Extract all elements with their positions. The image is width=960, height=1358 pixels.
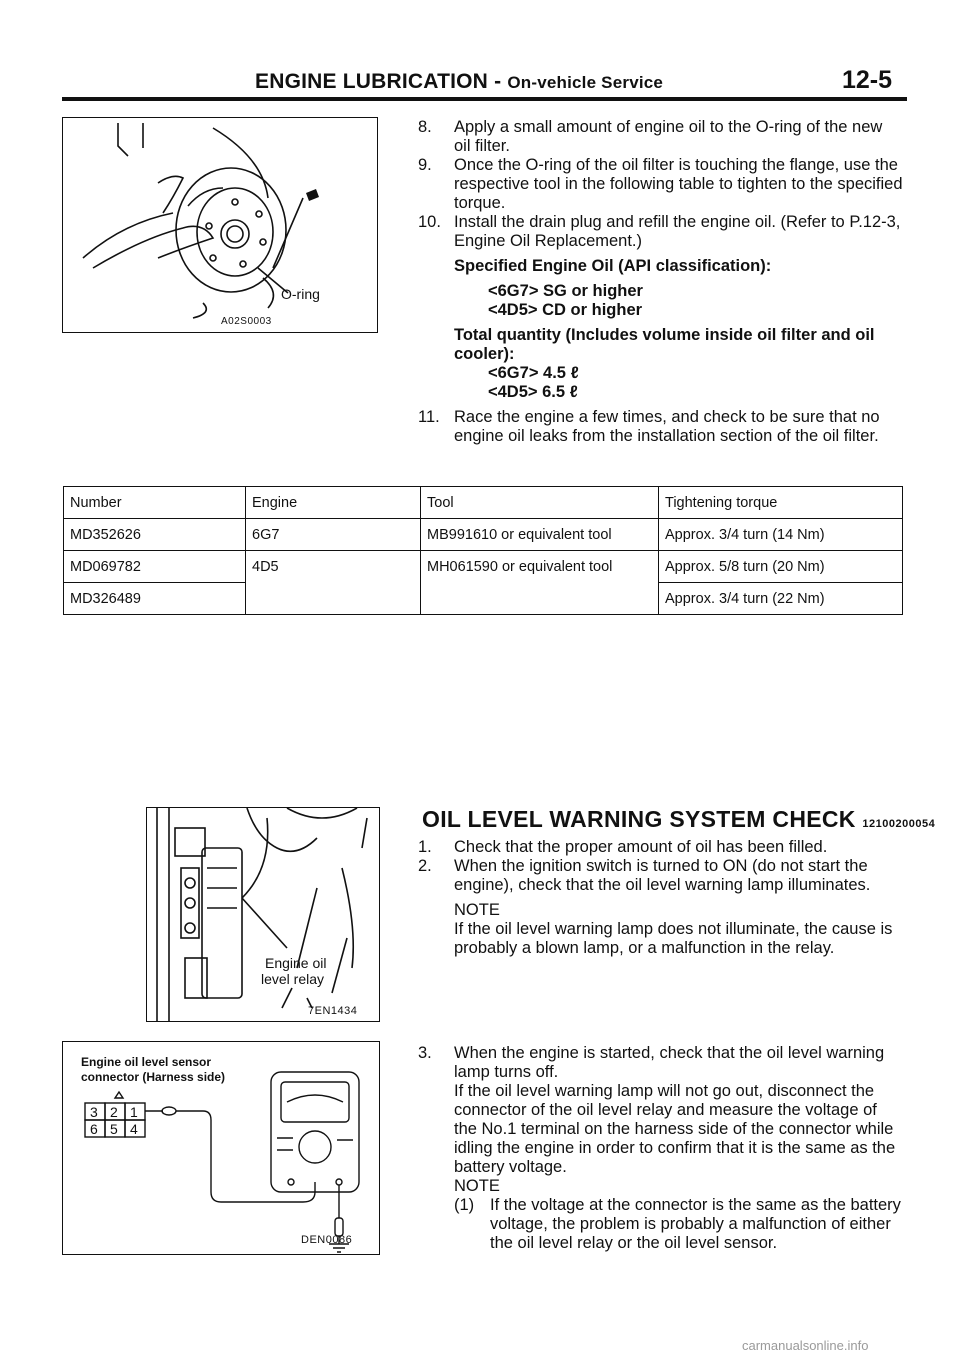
table-cell bbox=[421, 583, 659, 615]
watermark-text: carmanualsonline.info bbox=[742, 1338, 869, 1353]
table-row bbox=[64, 519, 903, 551]
column-header: Number bbox=[64, 487, 246, 519]
pin-3: 3 bbox=[90, 1104, 98, 1120]
spec-oil-4d5: <4D5> CD or higher bbox=[488, 301, 643, 319]
step-number: 3. bbox=[418, 1044, 432, 1062]
step-number: 1. bbox=[418, 838, 432, 856]
step-text: Once the O-ring of the oil filter is touching the flange, use the respective tool in the following table to tighten to the specified torque. bbox=[454, 156, 903, 212]
step-text: When the engine is started, check that the oil level warning lamp turns off. bbox=[454, 1044, 885, 1081]
oil-filter-figure bbox=[62, 117, 378, 333]
procedure-steps-top bbox=[418, 118, 903, 446]
figure-code: A02S0003 bbox=[221, 316, 272, 327]
section-heading bbox=[422, 806, 935, 833]
pin-5: 5 bbox=[110, 1121, 118, 1137]
pin-2: 2 bbox=[110, 1104, 118, 1120]
relay-callout-line2: level relay bbox=[261, 971, 325, 987]
step-3-detail: If the oil level warning lamp will not go out, disconnect the connector of the oil level relay and measure the voltage of the No.1 terminal on the harness side of the connector while idling the engine in order to confirm that it is the same as the battery voltage. bbox=[454, 1082, 896, 1176]
step-number: 8. bbox=[418, 118, 432, 136]
total-quantity-6g7: <6G7> 4.5 ℓ bbox=[488, 364, 579, 382]
relay-location-figure bbox=[146, 807, 380, 1022]
column-header: Tool bbox=[421, 487, 659, 519]
table-header-row bbox=[64, 487, 903, 519]
step-text: Race the engine a few times, and check to be sure that no engine oil leaks from the installation section of the oil filter. bbox=[454, 408, 880, 445]
relay-callout-line1: Engine oil bbox=[265, 955, 327, 971]
pin-1: 1 bbox=[130, 1104, 138, 1120]
relay-illustration bbox=[147, 808, 379, 1021]
step-11 bbox=[418, 408, 903, 446]
connector-voltmeter-illustration bbox=[63, 1042, 379, 1254]
step-number: 9. bbox=[418, 156, 432, 174]
table-cell: Approx. 3/4 turn (22 Nm) bbox=[659, 583, 903, 615]
sensor-connector-label-line1: Engine oil level sensor bbox=[81, 1055, 212, 1069]
step-number: 10. bbox=[418, 213, 441, 231]
title-separator: - bbox=[494, 70, 502, 93]
spec-oil-6g7: <6G7> SG or higher bbox=[488, 282, 643, 300]
oil-filter-illustration bbox=[63, 118, 377, 332]
step-1 bbox=[418, 838, 903, 857]
figure-code: DEN0086 bbox=[301, 1234, 353, 1246]
table-row bbox=[64, 551, 903, 583]
note-label: NOTE bbox=[454, 1177, 500, 1195]
procedure-step-3 bbox=[418, 1044, 903, 1253]
section-title-text: ENGINE LUBRICATION bbox=[255, 70, 489, 93]
table-cell bbox=[246, 583, 421, 615]
table-cell: Approx. 3/4 turn (14 Nm) bbox=[659, 519, 903, 551]
section-code: 12100200054 bbox=[862, 818, 936, 830]
figure-code: 7EN1434 bbox=[308, 1005, 358, 1017]
tool-table bbox=[63, 486, 903, 615]
table-cell: 4D5 bbox=[246, 551, 421, 583]
table-row bbox=[64, 583, 903, 615]
table-cell: MB991610 or equivalent tool bbox=[421, 519, 659, 551]
total-quantity-4d5: <4D5> 6.5 ℓ bbox=[488, 383, 578, 401]
column-header: Engine bbox=[246, 487, 421, 519]
page-title bbox=[255, 70, 663, 94]
table-cell: Approx. 5/8 turn (20 Nm) bbox=[659, 551, 903, 583]
table-cell: MH061590 or equivalent tool bbox=[421, 551, 659, 583]
table-cell: MD352626 bbox=[64, 519, 246, 551]
column-header: Tightening torque bbox=[659, 487, 903, 519]
section-heading-text: OIL LEVEL WARNING SYSTEM CHECK bbox=[422, 806, 856, 832]
step-text: Apply a small amount of engine oil to the O-ring of the new oil filter. bbox=[454, 118, 883, 155]
step-text: When the ignition switch is turned to ON (do not start the engine), check that the oil level warning lamp illuminates. bbox=[454, 857, 871, 894]
note-text: If the voltage at the connector is the same as the battery voltage, the problem is probably a malfunction of either the oil level relay or the oil level sensor. bbox=[490, 1196, 901, 1252]
note-label: NOTE bbox=[454, 901, 500, 919]
step-text: Install the drain plug and refill the engine oil. (Refer to P.12-3, Engine Oil Replacement.) bbox=[454, 213, 901, 250]
step-text: Check that the proper amount of oil has been filled. bbox=[454, 838, 828, 856]
step-8 bbox=[418, 118, 903, 156]
step-10 bbox=[418, 213, 903, 251]
table-cell: MD326489 bbox=[64, 583, 246, 615]
header-rule bbox=[62, 97, 907, 101]
page-subtitle: On-vehicle Service bbox=[507, 73, 664, 92]
page-number: 12-5 bbox=[842, 66, 893, 94]
table-cell: 6G7 bbox=[246, 519, 421, 551]
note-text: If the oil level warning lamp does not illuminate, the cause is probably a blown lamp, or a malfunction in the relay. bbox=[454, 920, 893, 957]
total-quantity-heading: Total quantity (Includes volume inside oil filter and oil cooler): bbox=[454, 326, 875, 363]
pin-4: 4 bbox=[130, 1121, 138, 1137]
note-item-1 bbox=[454, 1196, 903, 1253]
table-cell: MD069782 bbox=[64, 551, 246, 583]
connector-check-figure bbox=[62, 1041, 380, 1255]
note-number: (1) bbox=[454, 1196, 475, 1214]
step-2 bbox=[418, 857, 903, 895]
spec-oil-heading: Specified Engine Oil (API classification): bbox=[454, 257, 772, 275]
step-number: 2. bbox=[418, 857, 432, 875]
step-3 bbox=[418, 1044, 903, 1082]
step-number: 11. bbox=[418, 408, 440, 426]
sensor-connector-label-line2: connector (Harness side) bbox=[81, 1070, 226, 1084]
pin-6: 6 bbox=[90, 1121, 98, 1137]
o-ring-callout: O-ring bbox=[281, 286, 320, 302]
procedure-steps-bottom bbox=[418, 838, 903, 958]
step-9 bbox=[418, 156, 903, 213]
